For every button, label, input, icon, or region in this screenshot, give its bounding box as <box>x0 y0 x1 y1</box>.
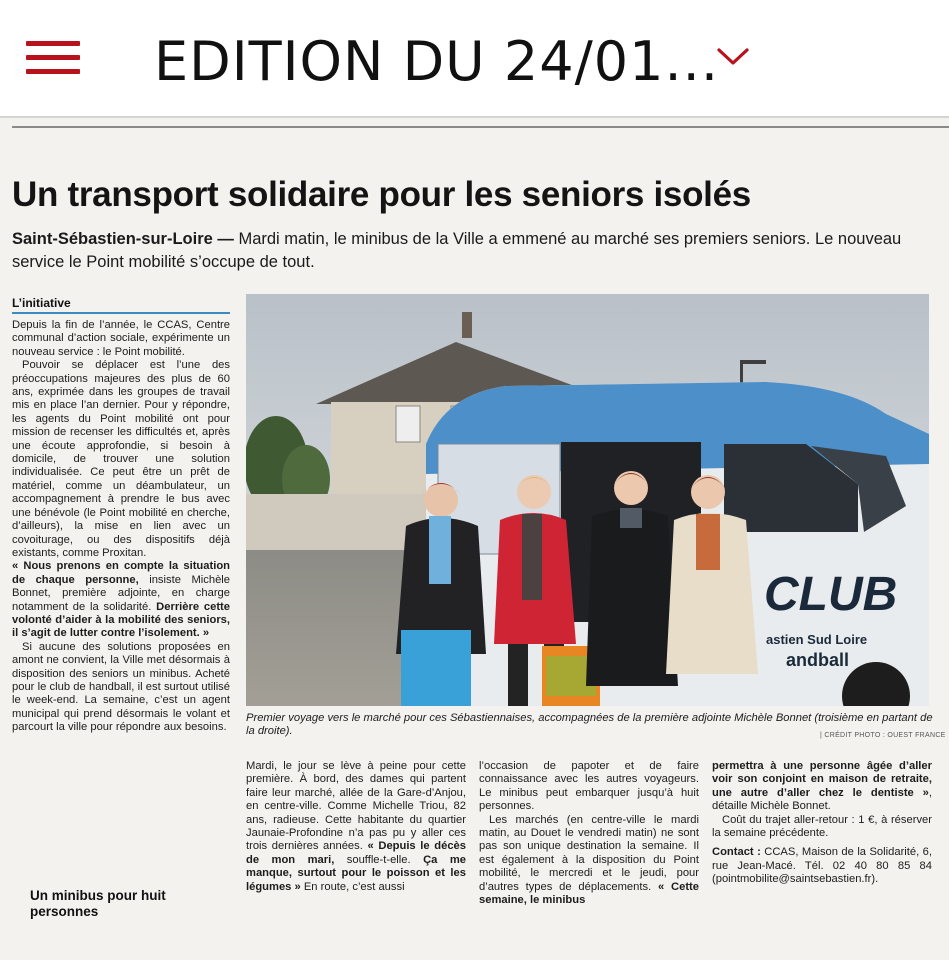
chevron-down-icon[interactable] <box>716 44 750 70</box>
article-photo <box>246 294 929 706</box>
chapo-text: Mardi matin, le minibus de la Ville a emmené au marché ses premiers seniors. Le nouveau service le Point mobilité s’occupe de tout. <box>12 230 902 271</box>
paragraph: Pouvoir se déplacer est l’une des préoccupations majeures des plus de 60 ans, exprimée dans les groupes de travail mis en place l’an dernier. Pour y répondre, les agents du Point mobilité ont pour mission de recenser les difficultés et, après une écoute approfondie, si besoin à domicile, de trouver une solution individualisée. Ce peut être un prêt de matériel, comme un déambulateur, un accompagnement à prendre le bus avec une bénévole (le Point mobilité en cherche, d’ailleurs), la mise en lien avec un covoiturage, ou des dispositifs déjà existants, comme Proxitan. <box>12 359 230 559</box>
paragraph <box>246 760 466 894</box>
contact-label: Contact : <box>712 846 761 859</box>
paragraph: Depuis la fin de l’année, le CCAS, Centre communal d’action sociale, expérimente un nouveau service : le Point mobilité. <box>12 319 230 358</box>
section-kicker: L’initiative <box>12 296 71 310</box>
paragraph <box>12 560 230 640</box>
paragraph: Si aucune des solutions proposées en amont ne convient, la Ville met désormais à disposition des seniors un minibus. Acheté pour le club de handball, il est surtout utilisé le week-end. La semaine, c’est un agent municipal qui prend désormais le volant et parcourt la ville pour répondre aux besoins. <box>12 640 230 734</box>
paragraph: Coût du trajet aller-retour : 1 €, à réserver la semaine précédente. <box>712 813 932 840</box>
photo-illustration <box>246 294 929 706</box>
article-headline: Un transport solidaire pour les seniors isolés <box>12 175 751 214</box>
quote: Ça me manque, surtout pour le poisson et les légumes » <box>246 853 466 893</box>
paragraph-text: insiste Michèle Bonnet, première adjointe, en charge notamment de la solidarité. <box>12 573 231 613</box>
paragraph-text: Mardi, le jour se lève à peine pour cette première. À bord, des dames qui partent faire leur marché, allée de la Gare-d’Anjou, en centre-ville. Comme Michelle Triou, 82 ans, radieuse. Cette habitante du quartier Jaunaie-Profondine n’a pas pu y aller ces trois dernières années. <box>246 760 466 853</box>
dateline: Saint-Sébastien-sur-Loire — <box>12 230 234 248</box>
quote: permettra à une personne âgée d’aller voir son conjoint en maison de retraite, une autre d’aller chez le dentiste » <box>712 760 932 799</box>
article-subhead: Un minibus pour huit personnes <box>30 888 166 919</box>
paragraph-text: En route, c’est aussi <box>300 880 405 893</box>
article-column-4 <box>712 760 932 887</box>
van-text-2: andball <box>786 650 850 670</box>
paragraph-text: souffle-t-elle. <box>334 853 424 866</box>
quote: « Cette semaine, le minibus <box>479 880 699 907</box>
hamburger-menu-icon[interactable] <box>26 41 80 75</box>
article-column-2 <box>246 760 466 894</box>
paragraph <box>479 814 699 908</box>
edition-title[interactable]: EDITION DU 24/01... <box>154 30 719 93</box>
paragraph: l’occasion de papoter et de faire connaissance avec les autres voyageurs. Le minibus peut embarquer jusqu’à huit personnes. <box>479 760 699 813</box>
van-logo: CLUB <box>764 568 898 621</box>
article-column-3 <box>479 760 699 907</box>
article-chapo <box>12 228 912 274</box>
photo-credit: | CRÉDIT PHOTO : OUEST FRANCE <box>820 732 946 739</box>
quote: « Nous prenons en compte la situation de chaque personne, <box>12 560 230 586</box>
quote: « Depuis le décès de mon mari, <box>246 840 466 866</box>
quote: Derrière cette volonté d’aider à la mobilité des seniors, il s’agit de lutter contre l’isolement. » <box>12 600 230 640</box>
top-rule <box>12 126 949 128</box>
paragraph <box>712 760 932 814</box>
app-bar <box>0 0 949 118</box>
van-text-1: astien Sud Loire <box>766 632 868 647</box>
kicker-underline <box>12 312 230 314</box>
paragraph-text: Les marchés (en centre-ville le mardi matin, au Douet le vendredi matin) ne sont pas son unique destination la semaine. Il est également à la disposition du Point mobilité, le mercredi et le jeudi, pour d’autres types de déplacements. <box>479 813 699 893</box>
contact-text: CCAS, Maison de la Solidarité, 6, rue Jean-Macé. Tél. 02 40 80 85 84 (pointmobilite@saintsebastien.fr). <box>712 846 932 886</box>
newspaper-page <box>0 118 949 960</box>
article-column-1 <box>12 319 230 735</box>
paragraph-text: , détaille Michèle Bonnet. <box>712 786 932 813</box>
contact-paragraph <box>712 846 932 886</box>
photo-caption: Premier voyage vers le marché pour ces Sébastiennaises, accompagnées de la première adjointe Michèle Bonnet (troisième en partant de la droite). <box>246 712 933 738</box>
